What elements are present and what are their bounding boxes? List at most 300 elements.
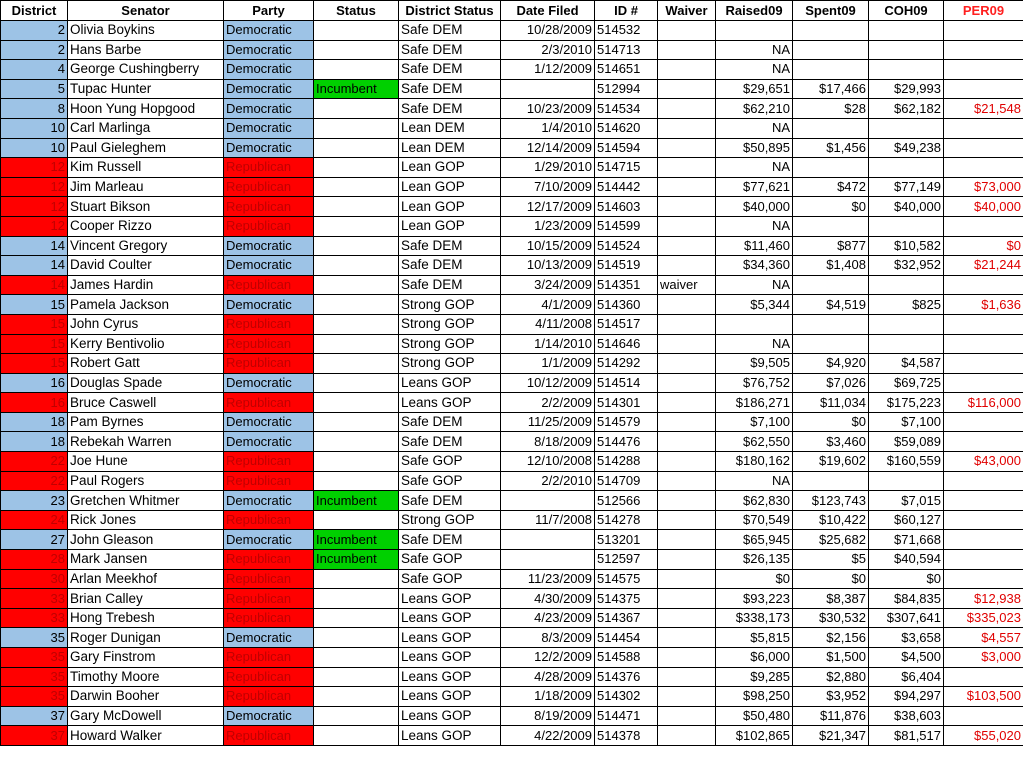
cell-waiver [658,79,716,99]
cell-per09 [944,138,1023,158]
cell-raised09: NA [716,471,793,491]
cell-senator: George Cushingberry [68,60,224,80]
cell-status [314,471,399,491]
cell-senator: Hans Barbe [68,40,224,60]
cell-date-filed: 11/7/2008 [501,510,595,530]
cell-district: 18 [1,412,68,432]
cell-date-filed: 10/15/2009 [501,236,595,256]
cell-district: 22 [1,452,68,472]
cell-spent09: $2,156 [793,628,869,648]
cell-coh09: $71,668 [869,530,944,550]
cell-coh09: $175,223 [869,393,944,413]
cell-district-status: Lean GOP [399,197,501,217]
cell-district: 14 [1,236,68,256]
table-row [1,510,1023,530]
cell-id: 512566 [595,491,658,511]
table-row [1,99,1023,119]
cell-date-filed: 2/2/2009 [501,393,595,413]
cell-spent09 [793,40,869,60]
table-row [1,373,1023,393]
cell-district-status: Leans GOP [399,667,501,687]
cell-id: 514524 [595,236,658,256]
cell-spent09 [793,216,869,236]
cell-district-status: Leans GOP [399,726,501,746]
cell-status [314,412,399,432]
cell-senator: Pamela Jackson [68,295,224,315]
cell-date-filed: 11/23/2009 [501,569,595,589]
cell-status [314,589,399,609]
cell-date-filed: 2/2/2010 [501,471,595,491]
cell-district-status: Safe DEM [399,40,501,60]
cell-date-filed: 3/24/2009 [501,275,595,295]
cell-per09 [944,275,1023,295]
cell-per09: $335,023 [944,608,1023,628]
cell-status [314,177,399,197]
cell-waiver [658,452,716,472]
cell-party: Republican [224,608,314,628]
cell-id: 514519 [595,256,658,276]
header-date-filed: Date Filed [501,1,595,21]
cell-district: 2 [1,40,68,60]
cell-party: Republican [224,197,314,217]
cell-per09: $12,938 [944,589,1023,609]
cell-raised09: NA [716,158,793,178]
header-party: Party [224,1,314,21]
table-row [1,138,1023,158]
cell-senator: Kim Russell [68,158,224,178]
cell-coh09: $84,835 [869,589,944,609]
cell-district-status: Safe DEM [399,256,501,276]
cell-senator: Paul Rogers [68,471,224,491]
cell-raised09: $65,945 [716,530,793,550]
cell-party: Republican [224,158,314,178]
cell-senator: Rick Jones [68,510,224,530]
cell-district-status: Safe DEM [399,99,501,119]
cell-raised09: $7,100 [716,412,793,432]
cell-waiver [658,373,716,393]
table-row [1,550,1023,570]
cell-district: 15 [1,354,68,374]
cell-id: 514367 [595,608,658,628]
cell-raised09: NA [716,275,793,295]
table-row [1,295,1023,315]
cell-spent09: $877 [793,236,869,256]
cell-district: 33 [1,589,68,609]
table-row [1,21,1023,41]
cell-spent09: $10,422 [793,510,869,530]
cell-status [314,608,399,628]
cell-district-status: Leans GOP [399,589,501,609]
cell-date-filed: 4/23/2009 [501,608,595,628]
cell-status: Incumbent [314,530,399,550]
cell-id: 514454 [595,628,658,648]
cell-spent09: $8,387 [793,589,869,609]
cell-coh09 [869,118,944,138]
table-row [1,589,1023,609]
cell-senator: Kerry Bentivolio [68,334,224,354]
cell-per09 [944,21,1023,41]
cell-per09: $1,636 [944,295,1023,315]
cell-coh09: $62,182 [869,99,944,119]
cell-coh09 [869,40,944,60]
cell-per09 [944,412,1023,432]
cell-district: 37 [1,726,68,746]
header-status: Status [314,1,399,21]
cell-district: 33 [1,608,68,628]
cell-date-filed: 1/18/2009 [501,687,595,707]
cell-id: 512597 [595,550,658,570]
cell-district-status: Leans GOP [399,687,501,707]
cell-spent09: $11,876 [793,706,869,726]
table-row [1,216,1023,236]
cell-raised09: $180,162 [716,452,793,472]
cell-party: Democratic [224,706,314,726]
cell-district-status: Safe GOP [399,569,501,589]
cell-waiver [658,608,716,628]
cell-district-status: Safe DEM [399,275,501,295]
header-raised09: Raised09 [716,1,793,21]
cell-date-filed: 1/1/2009 [501,354,595,374]
cell-senator: Tupac Hunter [68,79,224,99]
cell-spent09: $30,532 [793,608,869,628]
cell-senator: Brian Calley [68,589,224,609]
cell-waiver [658,314,716,334]
cell-status [314,373,399,393]
cell-district: 14 [1,275,68,295]
cell-per09: $55,020 [944,726,1023,746]
cell-date-filed: 1/4/2010 [501,118,595,138]
cell-district: 27 [1,530,68,550]
cell-coh09: $7,100 [869,412,944,432]
table-row [1,648,1023,668]
cell-district-status: Safe DEM [399,60,501,80]
cell-date-filed: 11/25/2009 [501,412,595,432]
cell-id: 512994 [595,79,658,99]
cell-waiver [658,530,716,550]
cell-district-status: Safe GOP [399,471,501,491]
cell-senator: Howard Walker [68,726,224,746]
cell-id: 514378 [595,726,658,746]
cell-waiver [658,256,716,276]
cell-district: 12 [1,158,68,178]
table-row [1,275,1023,295]
cell-coh09: $10,582 [869,236,944,256]
table-row [1,40,1023,60]
cell-id: 514594 [595,138,658,158]
cell-id: 514713 [595,40,658,60]
cell-per09 [944,314,1023,334]
cell-party: Democratic [224,40,314,60]
cell-id: 514646 [595,334,658,354]
table-row [1,158,1023,178]
cell-raised09: $76,752 [716,373,793,393]
cell-date-filed: 12/10/2008 [501,452,595,472]
cell-status [314,40,399,60]
cell-status [314,648,399,668]
cell-date-filed: 4/22/2009 [501,726,595,746]
cell-raised09: $186,271 [716,393,793,413]
cell-per09 [944,60,1023,80]
cell-raised09 [716,21,793,41]
cell-coh09: $307,641 [869,608,944,628]
cell-per09: $0 [944,236,1023,256]
cell-district-status: Safe DEM [399,530,501,550]
cell-district-status: Strong GOP [399,354,501,374]
cell-date-filed: 4/11/2008 [501,314,595,334]
cell-spent09: $1,408 [793,256,869,276]
cell-id: 514709 [595,471,658,491]
cell-senator: Darwin Booher [68,687,224,707]
cell-id: 514651 [595,60,658,80]
cell-raised09: $70,549 [716,510,793,530]
cell-party: Democratic [224,79,314,99]
cell-date-filed: 4/28/2009 [501,667,595,687]
cell-district: 28 [1,550,68,570]
cell-per09 [944,334,1023,354]
cell-district-status: Lean GOP [399,177,501,197]
table-row [1,393,1023,413]
cell-coh09: $825 [869,295,944,315]
cell-spent09 [793,158,869,178]
cell-per09 [944,550,1023,570]
cell-per09: $21,548 [944,99,1023,119]
header-district-status: District Status [399,1,501,21]
cell-status [314,197,399,217]
cell-date-filed: 1/12/2009 [501,60,595,80]
cell-senator: James Hardin [68,275,224,295]
cell-district: 4 [1,60,68,80]
cell-raised09: $5,344 [716,295,793,315]
cell-senator: Cooper Rizzo [68,216,224,236]
cell-coh09: $40,594 [869,550,944,570]
cell-waiver [658,177,716,197]
cell-senator: Joe Hune [68,452,224,472]
cell-waiver [658,589,716,609]
cell-party: Republican [224,393,314,413]
cell-id: 514579 [595,412,658,432]
cell-spent09: $472 [793,177,869,197]
cell-raised09: $338,173 [716,608,793,628]
cell-waiver [658,60,716,80]
cell-per09: $40,000 [944,197,1023,217]
cell-senator: Douglas Spade [68,373,224,393]
cell-party: Democratic [224,60,314,80]
cell-spent09: $11,034 [793,393,869,413]
cell-party: Republican [224,726,314,746]
cell-district-status: Lean GOP [399,158,501,178]
table-row [1,706,1023,726]
cell-status [314,432,399,452]
cell-district-status: Leans GOP [399,706,501,726]
cell-id: 514532 [595,21,658,41]
cell-senator: Roger Dunigan [68,628,224,648]
cell-raised09: $26,135 [716,550,793,570]
cell-party: Republican [224,354,314,374]
cell-party: Democratic [224,256,314,276]
cell-spent09 [793,471,869,491]
cell-district-status: Leans GOP [399,648,501,668]
cell-spent09: $17,466 [793,79,869,99]
cell-spent09: $4,519 [793,295,869,315]
cell-district-status: Lean DEM [399,138,501,158]
cell-date-filed: 12/17/2009 [501,197,595,217]
cell-party: Republican [224,216,314,236]
cell-district: 15 [1,314,68,334]
cell-spent09: $0 [793,412,869,432]
cell-date-filed: 1/23/2009 [501,216,595,236]
cell-status [314,216,399,236]
cell-senator: Gretchen Whitmer [68,491,224,511]
cell-senator: Pam Byrnes [68,412,224,432]
cell-waiver [658,432,716,452]
cell-id: 514517 [595,314,658,334]
cell-coh09: $49,238 [869,138,944,158]
table-row [1,667,1023,687]
table-row [1,334,1023,354]
cell-waiver [658,118,716,138]
cell-status [314,295,399,315]
cell-party: Republican [224,687,314,707]
cell-status [314,452,399,472]
cell-coh09: $94,297 [869,687,944,707]
table-row [1,256,1023,276]
cell-per09 [944,530,1023,550]
cell-id: 514603 [595,197,658,217]
cell-waiver: waiver [658,275,716,295]
cell-raised09: $62,550 [716,432,793,452]
cell-id: 514351 [595,275,658,295]
cell-spent09: $28 [793,99,869,119]
table-row [1,491,1023,511]
cell-spent09: $1,500 [793,648,869,668]
cell-party: Republican [224,314,314,334]
cell-party: Democratic [224,118,314,138]
cell-spent09 [793,118,869,138]
cell-date-filed: 1/29/2010 [501,158,595,178]
cell-raised09: $62,830 [716,491,793,511]
cell-raised09: $77,621 [716,177,793,197]
cell-raised09: NA [716,334,793,354]
cell-senator: Arlan Meekhof [68,569,224,589]
table-row [1,452,1023,472]
cell-party: Republican [224,334,314,354]
cell-coh09 [869,314,944,334]
cell-date-filed: 4/1/2009 [501,295,595,315]
cell-district-status: Safe DEM [399,432,501,452]
cell-spent09 [793,21,869,41]
cell-waiver [658,354,716,374]
cell-district-status: Safe DEM [399,236,501,256]
cell-district-status: Leans GOP [399,373,501,393]
table-row [1,471,1023,491]
cell-party: Republican [224,471,314,491]
cell-waiver [658,687,716,707]
cell-status: Incumbent [314,79,399,99]
cell-id: 514376 [595,667,658,687]
cell-raised09: $9,505 [716,354,793,374]
cell-party: Republican [224,569,314,589]
cell-district: 23 [1,491,68,511]
cell-district: 16 [1,373,68,393]
cell-date-filed: 4/30/2009 [501,589,595,609]
cell-date-filed: 10/13/2009 [501,256,595,276]
cell-district: 30 [1,569,68,589]
cell-spent09: $19,602 [793,452,869,472]
header-spent09: Spent09 [793,1,869,21]
cell-status [314,275,399,295]
cell-raised09: $50,895 [716,138,793,158]
cell-district-status: Safe GOP [399,452,501,472]
cell-raised09: $5,815 [716,628,793,648]
cell-id: 514302 [595,687,658,707]
cell-coh09 [869,216,944,236]
cell-waiver [658,197,716,217]
cell-per09: $3,000 [944,648,1023,668]
cell-district-status: Safe DEM [399,412,501,432]
cell-per09 [944,373,1023,393]
cell-spent09: $25,682 [793,530,869,550]
cell-raised09: $102,865 [716,726,793,746]
cell-spent09: $3,952 [793,687,869,707]
cell-coh09: $59,089 [869,432,944,452]
cell-party: Democratic [224,432,314,452]
cell-district: 35 [1,667,68,687]
cell-id: 514301 [595,393,658,413]
cell-raised09: NA [716,118,793,138]
cell-per09: $103,500 [944,687,1023,707]
cell-spent09 [793,60,869,80]
cell-per09 [944,491,1023,511]
cell-status [314,510,399,530]
header-id: ID # [595,1,658,21]
cell-id: 514442 [595,177,658,197]
cell-coh09: $38,603 [869,706,944,726]
cell-senator: Timothy Moore [68,667,224,687]
cell-coh09: $29,993 [869,79,944,99]
cell-date-filed: 7/10/2009 [501,177,595,197]
cell-status [314,628,399,648]
header-coh09: COH09 [869,1,944,21]
cell-status: Incumbent [314,550,399,570]
cell-date-filed: 8/19/2009 [501,706,595,726]
cell-per09 [944,667,1023,687]
cell-per09 [944,354,1023,374]
cell-id: 514599 [595,216,658,236]
cell-per09 [944,432,1023,452]
cell-spent09 [793,314,869,334]
cell-date-filed: 10/12/2009 [501,373,595,393]
cell-coh09 [869,275,944,295]
cell-waiver [658,550,716,570]
cell-coh09: $60,127 [869,510,944,530]
cell-status [314,118,399,138]
cell-coh09: $81,517 [869,726,944,746]
cell-senator: Vincent Gregory [68,236,224,256]
cell-raised09: $40,000 [716,197,793,217]
cell-id: 514288 [595,452,658,472]
cell-party: Democratic [224,236,314,256]
cell-status [314,706,399,726]
cell-spent09: $2,880 [793,667,869,687]
cell-coh09 [869,158,944,178]
cell-waiver [658,412,716,432]
cell-senator: Hoon Yung Hopgood [68,99,224,119]
cell-per09 [944,158,1023,178]
table-row [1,354,1023,374]
cell-per09 [944,706,1023,726]
cell-spent09: $123,743 [793,491,869,511]
cell-district: 18 [1,432,68,452]
